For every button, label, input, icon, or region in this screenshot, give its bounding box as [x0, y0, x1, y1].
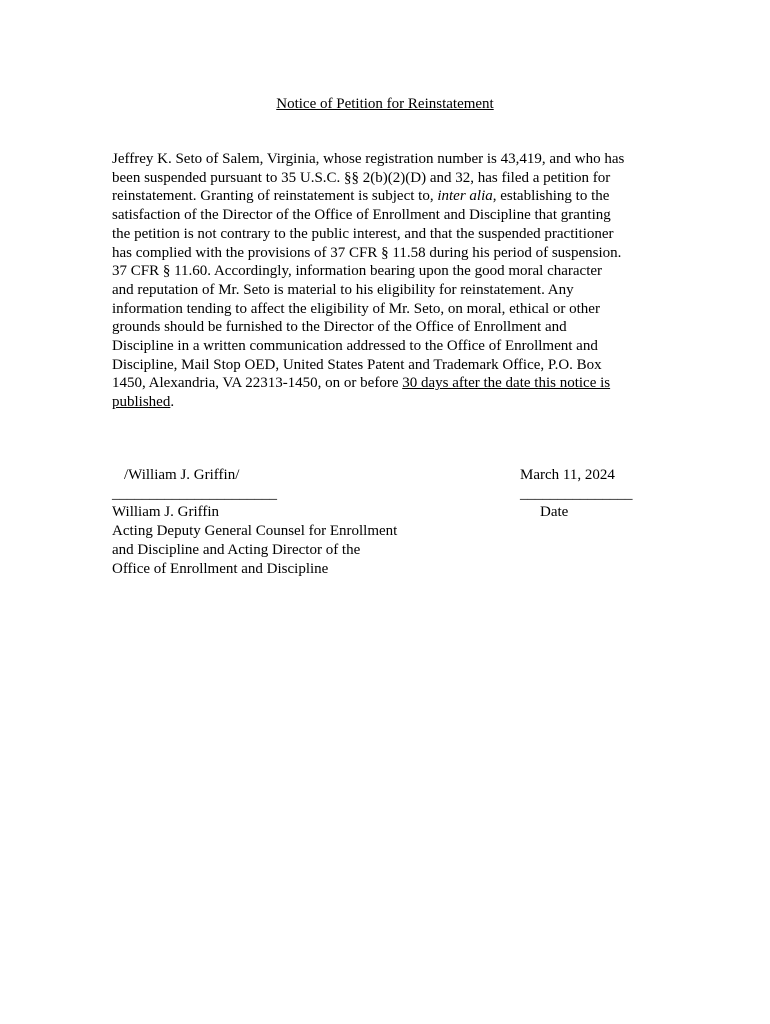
- date-value: March 11, 2024: [520, 467, 615, 483]
- date-rule: _______________: [520, 485, 633, 502]
- body-line: and reputation of Mr. Seto is material to his eligibility for reinstatement. Any: [112, 281, 574, 298]
- body-line: information tending to affect the eligibility of Mr. Seto, on moral, ethical or other: [112, 300, 600, 317]
- body-line: [112, 393, 672, 412]
- body-text: reinstatement. Granting of reinstatement is subject to,: [112, 188, 438, 205]
- body-line: 37 CFR § 11.60. Accordingly, information bearing upon the good moral character: [112, 263, 603, 280]
- body-text: 1450, Alexandria, VA 22313-1450, on or before: [112, 375, 403, 392]
- signature-rule: ______________________: [112, 485, 277, 502]
- body-line: been suspended pursuant to 35 U.S.C. §§ 2(b)(2)(D) and 32, has filed a petition for: [112, 169, 611, 186]
- body-line: the petition is not contrary to the public interest, and that the suspended practitioner: [112, 225, 614, 242]
- body-text: , establishing to the: [492, 188, 610, 205]
- deadline-underlined: published: [112, 394, 171, 411]
- body-line: Discipline in a written communication addressed to the Office of Enrollment and: [112, 338, 598, 355]
- signer-title-line: Office of Enrollment and Discipline: [112, 560, 329, 577]
- deadline-underlined: 30 days after the date this notice is: [402, 375, 611, 392]
- signature-block: [112, 466, 397, 578]
- body-text: .: [170, 394, 175, 411]
- body-line: has complied with the provisions of 37 CFR § 11.58 during his period of suspension.: [112, 244, 622, 261]
- body-line: grounds should be furnished to the Director of the Office of Enrollment and: [112, 319, 567, 336]
- signer-title-line: Acting Deputy General Counsel for Enrollment: [112, 523, 398, 540]
- notice-body: [112, 150, 672, 412]
- body-line: Discipline, Mail Stop OED, United States Patent and Trademark Office, P.O. Box: [112, 356, 602, 373]
- slash-signature: /William J. Griffin/: [124, 467, 240, 483]
- body-line: satisfaction of the Director of the Office of Enrollment and Discipline that granting: [112, 207, 611, 224]
- date-label: Date: [540, 504, 569, 521]
- body-line: Jeffrey K. Seto of Salem, Virginia, whose registration number is 43,419, and who has: [112, 151, 625, 167]
- date-block: [520, 466, 633, 522]
- document-title: Notice of Petition for Reinstatement: [276, 96, 494, 112]
- italic-term: inter alia: [437, 188, 493, 205]
- signer-name: William J. Griffin: [112, 504, 220, 521]
- signer-title-line: and Discipline and Acting Director of the: [112, 541, 361, 558]
- body-line: [112, 374, 672, 393]
- body-line: [112, 187, 672, 206]
